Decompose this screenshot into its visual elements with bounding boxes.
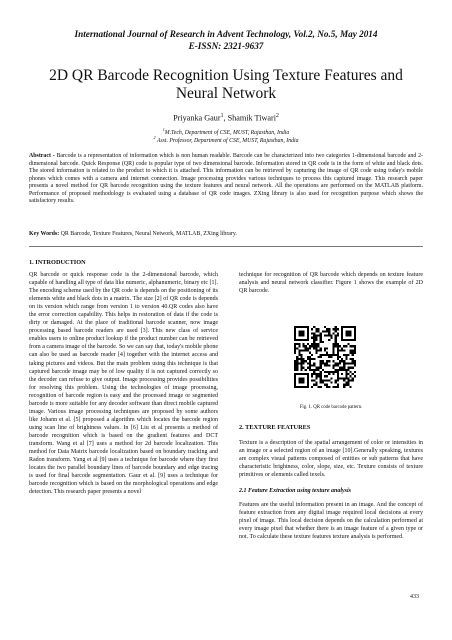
author-separator: , [223,113,228,123]
intro-continuation: technique for recognition of QR barcode which depends on texture feature analysis and neural network classifier. Figure 1 shows the example of 2D QR barcode. [239,272,423,295]
affiliation-2 [0,135,452,144]
author-1-sup: 1 [220,113,224,119]
keywords-text: QR Barcode, Texture Features, Neural Network, MATLAB, ZXing library. [59,231,237,237]
qr-code-image [294,326,356,388]
affiliation-2-text: Asst. Professor, Department of CSE, MUST, Rajasthan, India [155,137,299,144]
subsection-title: Feature Extraction using texture analysis [248,488,352,495]
section-divider [29,246,423,247]
subsection-heading [239,487,423,495]
abstract [29,153,423,206]
texture-section [239,424,423,541]
right-column [239,271,423,295]
texture-heading: 2. TEXTURE FEATURES [239,424,311,431]
journal-header [0,28,452,52]
abstract-text: Barcode is a representation of information which is non human readable. Barcode can be characterized into two categories 1-dimensional barcode and 2-dimensional barcode. Quick Response (QR) code is popular type of two dimensional barcode. Information stored in QR code is in the form of white and black dots. The stored information is related to the product to which it is attached. This information can be retrieved by capturing the image of QR code using today's mobile phones which comes with a camera and internet connection. Image processing provides various techniques to process this captured image. This research paper presents a novel method for QR barcode recognition using the texture features and neural network. All the operations are performed on the MATLAB platform. Performance of proposed methodology is evaluated using a database of QR code images. ZXing library is also used for recognition purpose which shows the satisfactory results. [29,153,423,205]
intro-heading: 1. INTRODUCTION [29,259,86,266]
qr-code-figure [294,326,356,388]
abstract-label: Abstract - [29,153,55,159]
keywords-label: Key Words: [29,231,60,237]
page-number: 433 [410,594,419,600]
author-2: Shamik Tiwari [227,113,277,123]
paper-title: 2D QR Barcode Recognition Using Texture Features and Neural Network [49,67,403,102]
author-2-sup: 2 [276,113,279,119]
authors-line [0,113,452,123]
journal-issn: E-ISSN: 2321-9637 [188,41,264,51]
affiliation-1-text: M.Tech, Department of CSE, MUST, Rajasthan, India [164,129,290,136]
journal-name: International Journal of Research in Advent Technology, Vol.2, No.5, May 2014 [74,29,378,39]
author-1: Priyanka Gaur [173,113,221,123]
intro-paragraph: QR barcode or quick response code is the 2-dimensional barcode, which capable of handling all type of data like numeric, alphanumeric, binary etc [1]. The encoding scheme used by the QR code is depends on the positioning of its elements white and black dots in a matrix. The size [2] of QR code is depends on its version which range from version 1 to version 40.QR codes also have the error correction capability. This helps in restoration of data if the code is dirty or damaged. At the place of traditional barcode scanner, now image processing based barcode readers are used [3]. This new class of service enables users to online product lookup if the product number can be retrieved from a camera image of the barcode. So we can say that, today's mobile phone can also be used as barcode reader [4] together with the internet access and taking pictures and videos. But the main problem using this technique is that captured barcode image may be of low quality if is not captured correctly so the decoder can refuse to give output. Image processing provides possibilities for resolving this problem. Using the technologies of image processing, recognition of barcode region is easy and the processed image or segmented barcode is more suitable for any decoder software than direct mobile captured image. Various image processing techniques are proposed by some authors like Johann et al. [5] proposed a algorithm which locates the barcode region using scan line of brightness values. In [6] Liu et al presents a method of barcode recognition which is based on the gradient features and DCT transform. Wang et al [7] uses a method for 2d barcode localization. This method for Data Matrix barcode localization based on boundary tracking and Radon transform. Yang et al [9] uses a technique for barcode where they first locates the two parallel boundary lines of barcode boundary and edge tracing is used for final barcode segmentation. Gaur et al. [9] uses a technique for barcode recognition which is based on the morphological operations and edge detection. This research paper presents a novel [29,272,218,496]
left-column [29,259,218,496]
subsection-paragraph: Features are the useful information present in an image. And the concept of feature extraction from any digital image required local decisions at every pixel of image. This local decision depends on the calculation performed at every image pixel that whether there is an image feature of a given type or not. To calculate these texture features texture analysis is performed. [239,502,423,541]
keywords [29,231,423,237]
affiliation-1-sup: 1 [162,127,165,132]
texture-paragraph: Texture is a description of the spatial arrangement of color or intensities in an image or a selected region of an image [10].Generally speaking, textures are complex visual patterns composed of entities or sub patterns that have characteristic brightness, color, slope, size, etc. Texture consists of texture primitives or elements called texels. [239,440,423,479]
subsection-number: 2.1 [239,488,248,495]
figure-caption: Fig. 1. QR code barcode pattern. [299,405,363,410]
affiliation-2-sup: 2 [153,135,156,140]
